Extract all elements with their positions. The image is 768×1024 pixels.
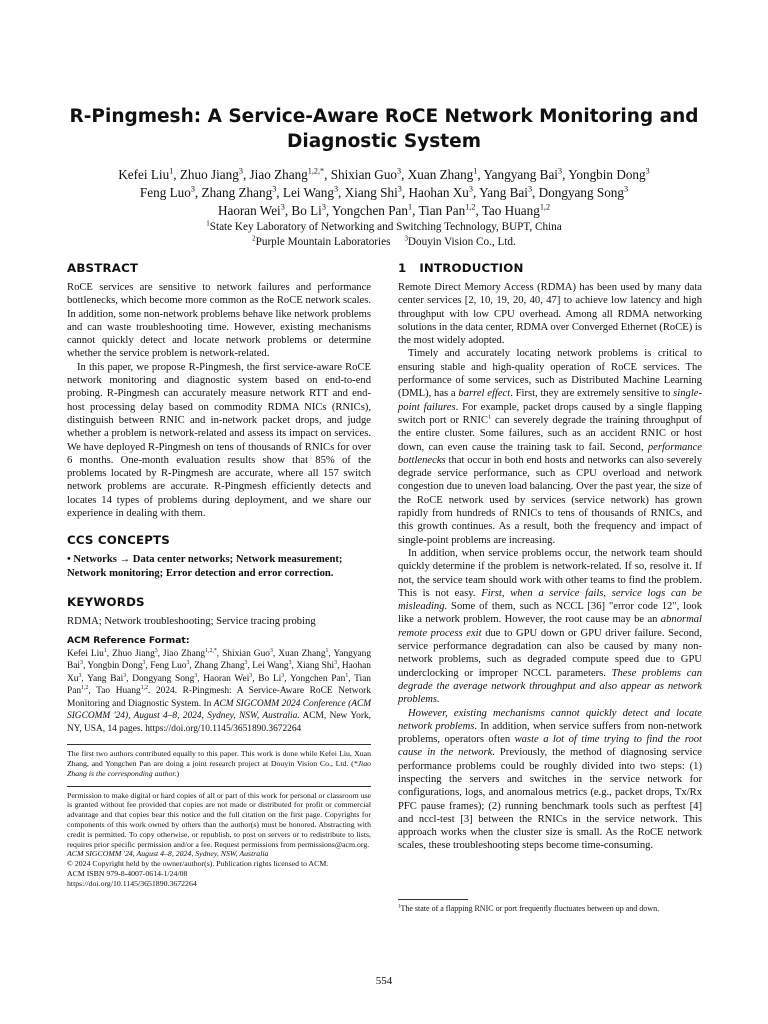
author-line: Feng Luo$^3$, Zhang Zhang$^3$, Lei Wang$^3$, Xiang Shi$^3$, Haohan Xu$^3$, Yang Bai$^3$, Dongyang Song$^3$ <box>139 184 629 200</box>
intro-paragraph-4: However, existing mechanisms cannot quickly detect and locate network problems. In addition, when service suffers from non-network problems, operators often waste a lot of time trying to find the root cause in the network. Previously, the method of diagnosing service performance problems could be roughly divided into two steps: (1) inspecting the servers and switches in the service network for configurations, logs, and anomalous metrics (e.g., packet drops, Tx/Rx PFC pause frames); (2) running benchmark tools such as perftest [4] and nccl-test [3] between the RNICs in the service network. This approach works when the cluster size is small. As the RoCE network scales, these troubleshooting steps become time-consuming. <box>398 707 702 852</box>
affiliation-mark: 1,2 <box>539 202 551 212</box>
affiliation-mark: 3 <box>333 184 339 194</box>
paper-title: R-Pingmesh: A Service-Aware RoCE Network Monitoring and Diagnostic System <box>69 106 699 152</box>
author-list <box>60 166 708 220</box>
affiliation-mark: 3 <box>142 660 146 667</box>
author-name: Yongchen Pan <box>289 673 346 684</box>
abstract-heading: ABSTRACT <box>67 261 139 275</box>
keywords-heading: KEYWORDS <box>67 595 145 610</box>
conference-line: ACM SIGCOMM '24, August 4–8, 2024, Sydney, NSW, Australia <box>67 849 269 859</box>
permission-statement: Permission to make digital or hard copies of all or part of this work for personal or classroom use is granted without fee provided that copies are not made or distributed for profit or commercial advantage and that copies bear this notice and the full citation on the first page. Copyrights for components of this work owned by others than the author(s) must be honored. Abstracting with credit is permitted. To copy otherwise, or republish, to post on servers or to redistribute to lists, requires prior specific permission and/or a fee. Request permissions from permissions@acm.org. <box>67 790 371 849</box>
acm-reference-body: Kefei Liu$^1$, Zhuo Jiang$^3$, Jiao Zhang$^{1,2,*}$, Shixian Guo$^3$, Xuan Zhang$^1$, Yangyang Bai$^3$, Yongbin Dong$^3$, Feng Luo$^3$, Zhang Zhang$^3$, Lei Wang$^3$, Xiang Shi$^3$, Haohan Xu$^3$, Yang Bai$^3$, Dongyang Song$^3$, Haoran Wei$^3$, Bo Li$^3$, Yongchen Pan$^1$, Tian Pan$^{1,2}$, Tao Huang$^{1,2}$. 2024. R-Pingmesh: A Service-Aware RoCE Network Monitoring and Diagnostic System. In ACM SIGCOMM 2024 Conference (ACM SIGCOMM '24), August 4–8, 2024, Sydney, NSW, Australia. ACM, New York, NY, USA, 14 pages. https://doi.org/10.1145/3651890.3672264 <box>67 647 372 734</box>
author-name: Lei Wang <box>252 661 289 672</box>
affiliation-2-3: $^2$Purple Mountain Laboratories $^3$Douyin Vision Co., Ltd. <box>252 234 516 248</box>
ccs-concepts: • Networks → Data center networks; Network measurement; Network monitoring; Error detection and error correction. <box>67 554 343 580</box>
right-column <box>398 261 702 853</box>
author-name: Haohan Xu <box>67 661 371 684</box>
intro-paragraph-2: Timely and accurately locating network problems is critical to ensuring stable and high-quality operation of RoCE services. The performance of some services, such as Distributed Machine Learning (DML), has a barrel effect. First, they are extremely sensitive to single-point failures. For example, packet drops caused by a single flapping switch port or RNIC$^1$ can severely degrade the training throughput of the entire cluster. Some failures, such as an accident RNIC or host down, can even cause the training task to fail. Second, performance bottlenecks that occur in both end hosts and networks can also severely degrade service performance, such as CPU overload and network congestion due to uneven load balancing. Over the past year, the size of the RoCE network used by services (service network) has grown rapidly from hundreds of RNICs to tens of thousands of RNICs, and this growth continues. As a result, both the frequency and impact of single-point problems are increasing. <box>398 348 703 546</box>
doi-link[interactable]: https://doi.org/10.1145/3651890.3672264 <box>67 878 197 888</box>
contribution-note: The first two authors contributed equally to this paper. This work is done while Kefei Liu, Xuan Zhang, and Yongchen Pan are doing a joint research project at Douyin Vision Co., Ltd. (*Jiao Zhang is the corresponding author.) <box>67 749 371 778</box>
author-line: Haoran Wei$^3$, Bo Li$^3$, Yongchen Pan$^1$, Tian Pan$^{1,2}$, Tao Huang$^{1,2}$ <box>217 202 551 218</box>
author-name: Yongbin Dong <box>568 167 646 182</box>
affiliation-mark: 3 <box>624 184 629 194</box>
affiliation-mark: 3 <box>397 166 402 176</box>
affiliation-mark: 3 <box>186 660 190 667</box>
footnote-separator <box>398 899 468 900</box>
affiliation-mark: 3 <box>557 166 563 176</box>
acm-reference-authors: Kefei Liu$^1$, Zhuo Jiang$^3$, Jiao Zhang$^{1,2,*}$, Shixian Guo$^3$, Xuan Zhang$^1$, Yangyang Bai$^3$, Yongbin Dong$^3$, Feng Luo$^3$, Zhang Zhang$^3$, Lei Wang$^3$, Xiang Shi$^3$, Haohan Xu$^3$, Yang Bai$^3$, Dongyang Song$^3$, Haoran Wei$^3$, Bo Li$^3$, Yongchen Pan$^1$, Tian Pan$^{1,2}$, Tao Huang$^{1,2}$ <box>67 647 372 697</box>
affiliation-mark: 1 <box>473 166 478 176</box>
affiliation-mark: 3 <box>334 660 338 667</box>
intro-paragraph-1: Remote Direct Memory Access (RDMA) has been used by many data center services [2, 10, 19, 20, 40, 47] to achieve low latency and high throughput with low CPU overhead. Among all RDMA networking solutions in the data center, RDMA over Converged Ethernet (RoCE) is the most widely adopted. <box>398 282 702 347</box>
author-name: Yangyang Bai <box>483 167 558 182</box>
affiliation-mark: 3 <box>249 672 253 679</box>
author-name: Shixian Guo <box>330 167 398 182</box>
author-name: Dongyang Song <box>132 673 195 684</box>
author-name: Xiang Shi <box>296 661 335 672</box>
author-name: Zhuo Jiang <box>112 648 155 659</box>
author-name: Dongyang Song <box>538 185 624 200</box>
affiliation-mark: 3 <box>269 647 273 654</box>
affiliation-mark: 3 <box>244 660 248 667</box>
affiliation-mark: 1 <box>325 647 329 654</box>
author-name: Xuan Zhang <box>407 167 474 182</box>
affiliation-mark: 3 <box>645 166 650 176</box>
abstract-paragraph-2: In this paper, we propose R-Pingmesh, the first service-aware RoCE network monitoring and diagnostic system based on end-to-end probing. R-Pingmesh can accurately measure network RTT and end-host processing delay based on commodity RDMA NICs (RNICs), distinguish between RNIC and in-network packet drops, and judge whether a problem is network-related and assess its impact on services. We have deployed R-Pingmesh on tens of thousands of RNICs for over 6 months. One-month evaluation results show that 85% of the problems located by R-Pingmesh are accurate, where all 157 switch network problems are accurate. R-Pingmesh efficiently detects and locates 14 types of problems during deployment, and we share our experience in dealing with them. <box>67 361 371 520</box>
affiliation-mark: 1 <box>345 672 349 679</box>
author-name: Tian Pan <box>67 673 371 697</box>
author-name: Haoran Wei <box>217 203 281 218</box>
affiliation-mark: 3 <box>80 660 83 667</box>
author-name: Tao Huang <box>96 686 141 697</box>
author-name: Feng Luo <box>150 661 187 672</box>
affiliation-mark: 3 <box>123 672 127 679</box>
author-name: Bo Li <box>258 673 282 684</box>
author-name: Haoran Wei <box>203 673 250 684</box>
affiliation-mark: 3 <box>154 647 158 654</box>
author-name: Xuan Zhang <box>278 648 326 659</box>
affiliation-mark: 3 <box>321 202 326 212</box>
affiliation-mark: 1,2,* <box>307 166 325 176</box>
author-name: Lei Wang <box>282 185 334 200</box>
affiliation-mark: 3 <box>272 184 277 194</box>
author-name: Yongchen Pan <box>332 203 408 218</box>
affiliation-mark: 1 <box>169 166 174 176</box>
affiliation-mark: 1,2 <box>140 685 148 692</box>
keywords-text: RDMA; Network troubleshooting; Service tracing probing <box>67 616 316 628</box>
affiliation-mark: 3 <box>194 672 198 679</box>
author-name: Jiao Zhang <box>249 167 308 182</box>
left-column <box>67 261 371 889</box>
author-name: Bo Li <box>291 203 322 218</box>
ccs-heading: CCS CONCEPTS <box>67 533 171 548</box>
affiliation-mark: 3 <box>238 166 243 176</box>
affiliation-mark: 1,2 <box>465 202 476 212</box>
author-name: Zhang Zhang <box>194 661 245 672</box>
affiliation-mark: 1,2,* <box>205 647 217 654</box>
introduction-heading: 1 INTRODUCTION <box>398 261 524 275</box>
author-name: Yongbin Dong <box>87 661 143 672</box>
abstract-paragraph-1: RoCE services are sensitive to network failures and performance bottlenecks, which become more common as the RoCE network scales. In addition, some non-network problems behave like network problems and can waste troubleshooting time. However, existing mechanisms cannot quickly detect and locate network problems or determine whether the service problem is network-related. <box>67 282 371 360</box>
author-name: Kefei Liu <box>67 648 104 659</box>
author-name: Yang Bai <box>87 673 124 684</box>
author-name: Yang Bai <box>479 185 528 200</box>
author-name: Feng Luo <box>139 185 191 200</box>
affiliation-1: $^1$State Key Laboratory of Networking and Switching Technology, BUPT, China <box>206 219 562 233</box>
author-name: Yangyang Bai <box>67 648 372 672</box>
affiliation-mark: 3 <box>280 202 285 212</box>
intro-paragraph-3: In addition, when service problems occur, the network team should quickly determine if the problem is network-related. If so, resolve it. If not, the service team should work with other teams to find the problem. This is not easy. First, when a service fails, service logs can be misleading. Some of them, such as NCCL [36] "error code 12", look like a network problem. However, the root cause may be an abnormal remote process exit due to GPU down or GPU driver failure. Second, service performance degradation can also be caused by many non-network problems, such as degraded compute speed due to GPU underclocking or improper NCCL parameters. These problems can degrade the average network throughput and also appear as network problems. <box>398 547 702 706</box>
copyright-line: © 2024 Copyright held by the owner/author(s). Publication rights licensed to ACM. <box>67 859 329 869</box>
affiliation-mark: 3 <box>527 184 533 194</box>
author-name: Zhang Zhang <box>201 185 273 200</box>
author-name: Zhuo Jiang <box>179 167 239 182</box>
affiliation-mark: 3 <box>78 672 82 679</box>
acm-reference-heading: ACM Reference Format: <box>67 634 190 646</box>
affiliation-mark: 1 <box>407 202 413 212</box>
affiliations <box>60 220 708 250</box>
author-name: Haohan Xu <box>408 185 469 200</box>
affiliation-mark: 3 <box>468 184 473 194</box>
affiliation-mark: 1,2 <box>81 685 89 692</box>
author-name: Tao Huang <box>481 203 540 218</box>
footnote: $^1$The state of a flapping RNIC or port frequently fluctuates between up and down. <box>398 904 660 913</box>
isbn-line: ACM ISBN 979-8-4007-0614-1/24/08 <box>67 868 188 878</box>
author-name: Tian Pan <box>418 203 466 218</box>
author-name: Shixian Guo <box>222 648 270 659</box>
author-name: Jiao Zhang <box>163 648 206 659</box>
affiliation-mark: 3 <box>288 660 292 667</box>
page-number: 554 <box>375 975 393 987</box>
affiliation-mark: 3 <box>190 184 195 194</box>
author-name: Xiang Shi <box>344 185 398 200</box>
footnote-marker: 1 <box>488 413 492 421</box>
author-name: Kefei Liu <box>118 167 170 182</box>
affiliation-mark: 3 <box>397 184 402 194</box>
affiliation-mark: 3 <box>281 672 285 679</box>
acm-reference-venue: ACM SIGCOMM 2024 Conference (ACM SIGCOMM '24), August 4–8, 2024, Sydney, NSW, Australia. <box>67 698 372 722</box>
affiliation-mark: 1 <box>103 647 107 654</box>
author-line: Kefei Liu$^1$, Zhuo Jiang$^3$, Jiao Zhang$^{1,2,*}$, Shixian Guo$^3$, Xuan Zhang$^1$, Yangyang Bai$^3$, Yongbin Dong$^3$ <box>118 166 650 182</box>
